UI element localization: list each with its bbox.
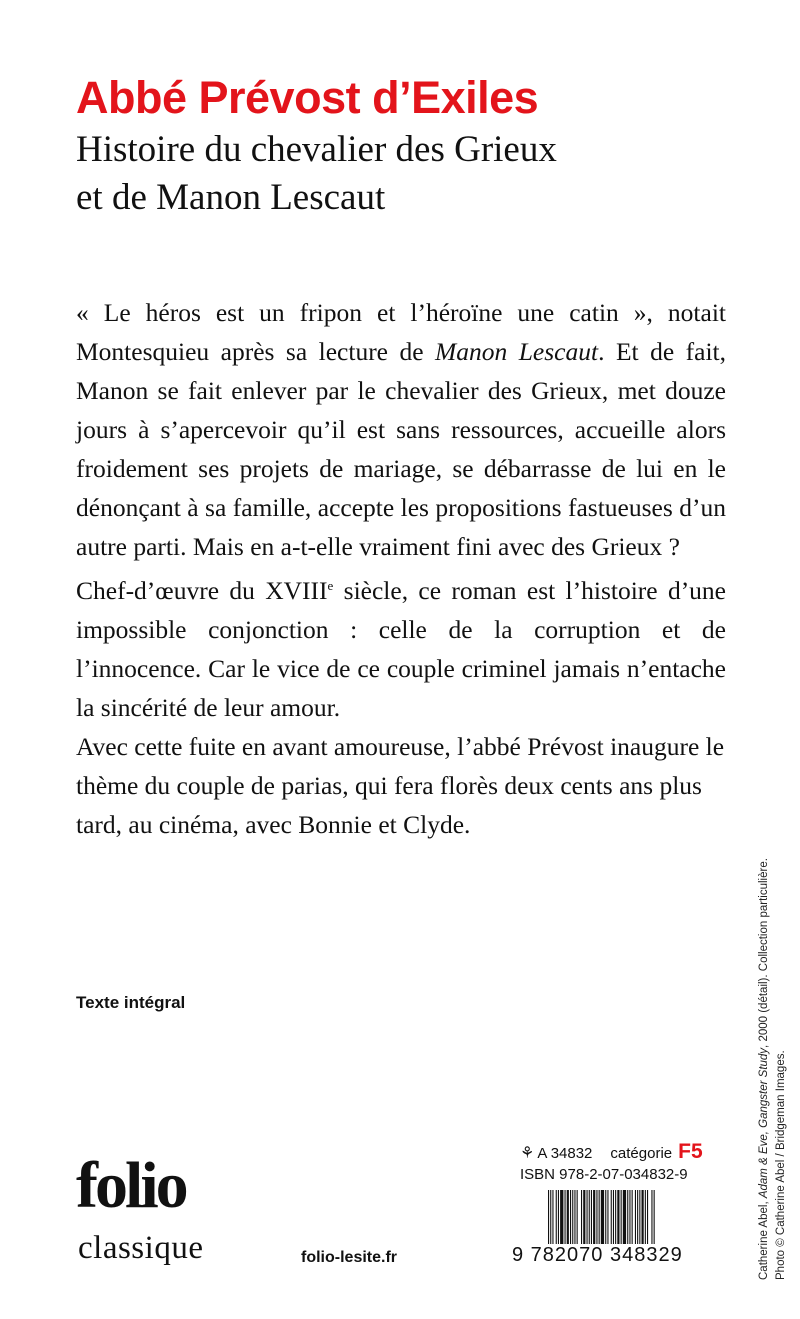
isbn: ISBN 978-2-07-034832-9	[520, 1166, 688, 1183]
blurb-p1-text-end: . Et de fait, Manon se fait enlever par le chevalier des Grieux, met douze jours à s’apercevoir qu’il est sans ressources, accueille alors froidement ses projets de mariage, se débarrasse de lui en le dénonçant à sa famille, accepte les propositions fastueuses d’un autre parti. Mais en a-t-elle vraiment fini avec des Grieux ?	[76, 337, 726, 561]
catalog-code: A 34832	[537, 1145, 593, 1162]
author-name: Abbé Prévost d’Exiles	[76, 72, 539, 123]
credit-line-2: Photo © Catherine Abel / Bridgeman Images.	[775, 1050, 787, 1280]
category-code: F5	[678, 1140, 703, 1163]
edition-label: Texte intégral	[76, 993, 186, 1012]
barcode-digits	[512, 1244, 732, 1267]
credit-artwork: Adam & Eve, Gangster Study	[758, 1047, 770, 1199]
title-line-2: et de Manon Lescaut	[76, 177, 386, 218]
category-label: catégorie	[610, 1145, 673, 1162]
blurb-p1-text: « Le héros est un fripon et l’héroïne une catin », notait Montesquieu après sa lecture de	[76, 298, 726, 366]
credit-line-1	[756, 858, 773, 1280]
blurb-paragraph-2	[76, 566, 726, 727]
blurb-paragraph-1	[76, 293, 726, 566]
photo-credit	[756, 858, 790, 1280]
blurb-century-sup: e	[327, 578, 334, 593]
title-line-1: Histoire du chevalier des Grieux	[76, 129, 557, 170]
barcode-digits-text: 9 782070 348329	[512, 1244, 683, 1266]
credit-detail: , 2000 (détail). Collection particulière.	[758, 858, 770, 1048]
collection-name: classique	[78, 1230, 204, 1266]
publisher-glyph-icon: ⚘	[520, 1145, 535, 1162]
brand-logo: folio	[76, 1149, 186, 1222]
blurb-century: XVIII	[265, 576, 328, 605]
catalog-codes	[520, 1140, 725, 1183]
credit-artist: Catherine Abel,	[758, 1198, 770, 1280]
blurb-paragraph-3: Avec cette fuite en avant amoureuse, l’abbé Prévost inaugure le thème du couple de parias, qui fera florès deux cents ans plus tard, au cinéma, avec Bonnie et Clyde.	[76, 732, 725, 839]
blurb-p2-text: Chef-d’œuvre du	[76, 576, 266, 605]
book-title	[76, 126, 557, 222]
blurb-p2-text-end: siècle, ce roman est l’histoire d’une impossible conjonction : celle de la corruption et de l’innocence. Car le vice de ce couple criminel jamais n’entache la sincérité de leur amour.	[76, 576, 727, 722]
website-link[interactable]: folio-lesite.fr	[301, 1249, 398, 1266]
blurb	[76, 293, 726, 844]
blurb-p1-italic: Manon Lescaut	[435, 337, 599, 366]
